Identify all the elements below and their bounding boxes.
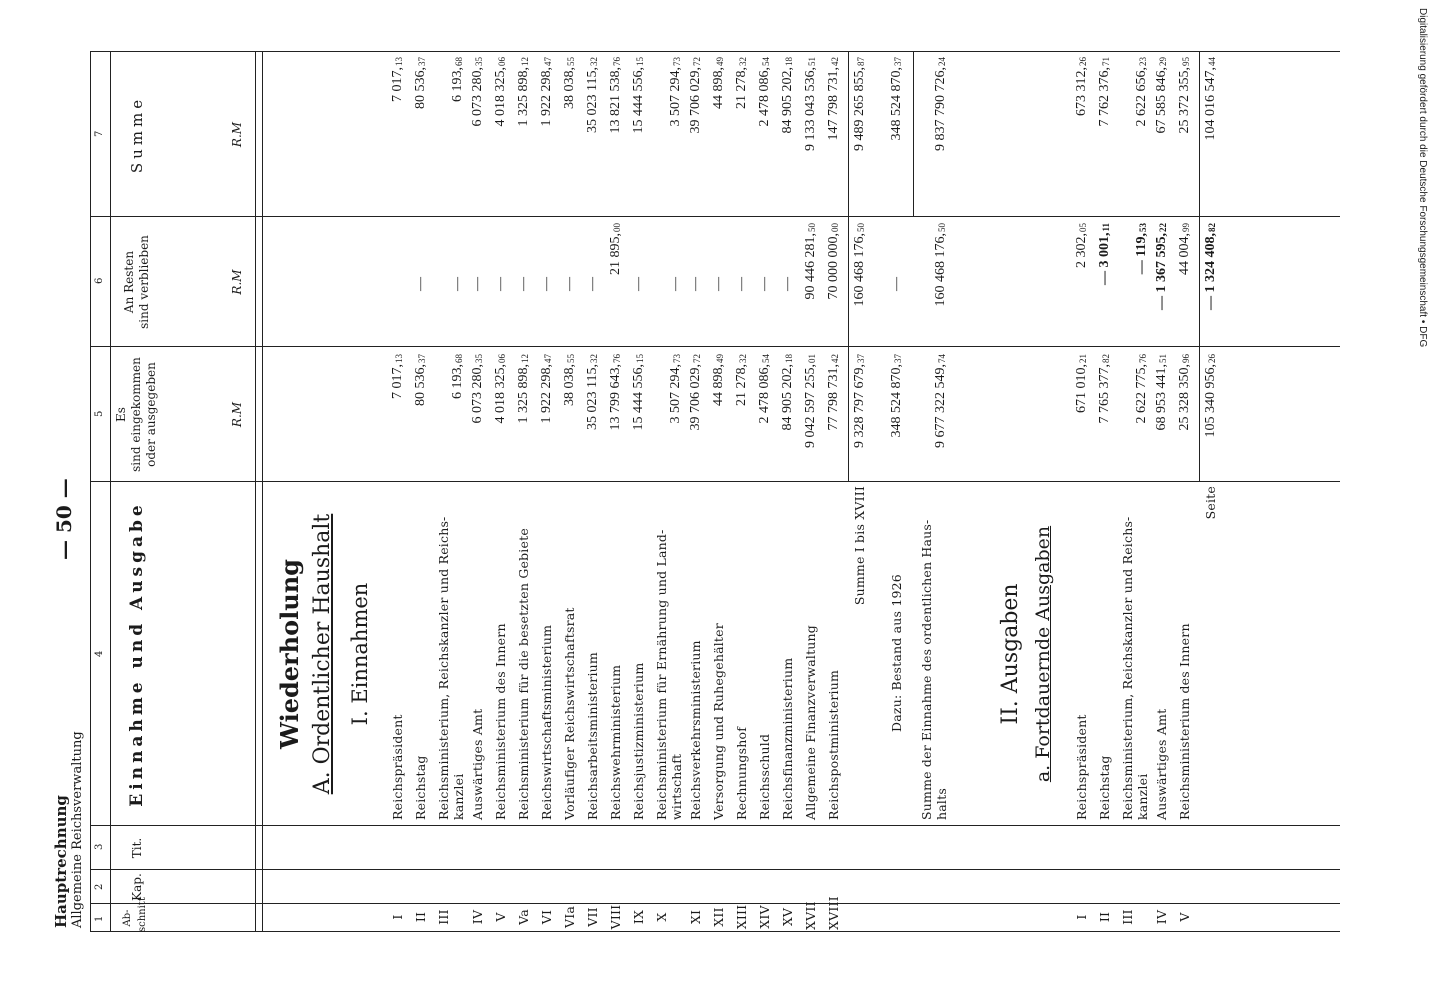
value-reste: — [539, 277, 554, 291]
value-summe-pfennig: 37 [893, 57, 903, 66]
col-head-reste: An Resten sind verblieben [122, 235, 151, 329]
col-num-4: 4 [94, 650, 105, 657]
value-eingekommen-pfennig: 51 [1158, 354, 1168, 363]
row-label: Reichsministerium für die besetzten Gebiete [516, 528, 531, 820]
value-summe: 39 706 029,72 [688, 57, 703, 134]
value-summe: 38 038,55 [562, 57, 577, 109]
value-eingekommen-pfennig: 82 [1101, 354, 1111, 363]
value-eingekommen-pfennig: 54 [761, 354, 771, 363]
value-reste-pfennig: 82 [1207, 223, 1217, 232]
row-label: Reichstag [413, 755, 428, 820]
row-label: Dazu: Bestand aus 1926 [889, 574, 904, 732]
ausgaben-row [1152, 52, 1175, 932]
value-reste-pfennig: 11 [1101, 223, 1111, 232]
einnahmen-row [583, 52, 606, 932]
row-label: Reichspostministerium [826, 669, 841, 820]
abschnitt-number: XVII [803, 901, 818, 930]
summe-einnahme-ordentlicher-haushalt-row [917, 52, 951, 932]
dazu-bestand-row [887, 52, 910, 932]
value-eingekommen-pfennig: 76 [1138, 354, 1148, 363]
unit-label-c5: R.M [230, 401, 244, 428]
value-summe-pfennig: 55 [566, 57, 576, 66]
value-reste: — [631, 277, 646, 291]
value-summe: 1 325 898,12 [516, 57, 531, 127]
value-eingekommen: 35 023 115,32 [585, 354, 600, 430]
einnahmen-row [732, 52, 755, 932]
row-label: Reichsministerium für Ernährung und Land- wirtschaft [654, 529, 684, 820]
value-reste: 160 468 176,50 [852, 223, 867, 307]
value-summe: 9 133 043 536,51 [803, 57, 818, 151]
col-head-tit: Tit. [130, 837, 144, 859]
value-eingekommen-pfennig: 35 [474, 354, 484, 363]
einnahmen-row [801, 52, 824, 932]
value-summe: 25 372 355,95 [1177, 57, 1192, 134]
value-summe-pfennig: 32 [738, 57, 748, 66]
value-reste: — [516, 277, 531, 291]
value-eingekommen-pfennig: 01 [807, 354, 817, 363]
value-eingekommen: 105 340 956,26 [1203, 354, 1218, 438]
value-summe: 84 905 202,18 [780, 57, 795, 134]
value-eingekommen: 7 017,13 [390, 354, 405, 399]
abschnitt-number: III [436, 909, 451, 925]
value-summe: 67 585 846,29 [1154, 57, 1169, 134]
value-eingekommen: 9 677 322 549,74 [933, 354, 948, 448]
einnahmen-row [824, 52, 847, 932]
value-summe-pfennig: 12 [520, 57, 530, 66]
einnahmen-row [778, 52, 801, 932]
value-reste: 2 302,05 [1074, 223, 1089, 268]
row-label: Rechnungshof [734, 726, 749, 820]
value-eingekommen: 9 042 597 255,01 [803, 354, 818, 448]
value-reste: 90 446 281,50 [803, 223, 818, 300]
value-eingekommen: 348 524 870,37 [889, 354, 904, 438]
value-eingekommen: 4 018 325,06 [493, 354, 508, 424]
abschnitt-number: VI [539, 909, 554, 925]
row-label: Auswärtiges Amt [1154, 708, 1169, 820]
value-summe: 44 898,49 [711, 57, 726, 109]
seite-total-row [1201, 52, 1224, 932]
abschnitt-number: Va [516, 909, 531, 925]
value-eingekommen: 68 953 441,51 [1154, 354, 1169, 431]
sum-separator [848, 52, 849, 482]
abschnitt-number: VIII [608, 904, 623, 930]
value-summe: 4 018 325,06 [493, 57, 508, 127]
value-summe: 13 821 538,76 [608, 57, 623, 134]
abschnitt-number: II [1097, 911, 1112, 923]
value-eingekommen-pfennig: 26 [1207, 354, 1217, 363]
col-num-2: 2 [94, 883, 105, 890]
einnahmen-row [755, 52, 778, 932]
row-label: Reichstag [1097, 755, 1112, 820]
document-subtitle: Allgemeine Reichsverwaltung [70, 731, 85, 928]
value-reste: — [757, 277, 772, 291]
abschnitt-number: IX [631, 909, 646, 925]
value-summe-pfennig: 18 [784, 57, 794, 66]
col-head-summe: Summe [128, 95, 146, 174]
row-label: Auswärtiges Amt [470, 708, 485, 820]
value-reste: — [470, 277, 485, 291]
unit-label-c6: R.M [230, 269, 244, 295]
value-eingekommen-pfennig: 37 [417, 354, 427, 363]
value-eingekommen-pfennig: 55 [566, 354, 576, 363]
heading-fortdauernde-ausgaben: a. Fortdauernde Ausgaben [1032, 525, 1054, 783]
value-summe-pfennig: 35 [474, 57, 484, 66]
value-reste: — 3 001,11 [1097, 223, 1112, 286]
value-reste: — [688, 277, 703, 291]
value-summe: 35 023 115,32 [585, 57, 600, 133]
value-eingekommen: 7 765 377,82 [1097, 354, 1112, 424]
value-reste: — [562, 277, 577, 291]
value-reste-pfennig: 53 [1138, 223, 1148, 232]
value-eingekommen-pfennig: 12 [520, 354, 530, 363]
value-summe: 1 922 298,47 [539, 57, 554, 127]
heading-einnahmen: I. Einnahmen [348, 582, 372, 726]
value-eingekommen-pfennig: 32 [589, 354, 599, 363]
value-eingekommen: 671 010,21 [1074, 354, 1089, 413]
value-eingekommen: 6 073 280,35 [470, 354, 485, 424]
value-summe-pfennig: 71 [1101, 57, 1111, 66]
value-eingekommen: 25 328 350,96 [1177, 354, 1192, 431]
einnahmen-row [388, 52, 411, 932]
value-summe: 7 017,13 [390, 57, 405, 102]
value-summe: 2 478 086,54 [757, 57, 772, 127]
value-eingekommen: 2 478 086,54 [757, 354, 772, 424]
value-reste-pfennig: 50 [937, 223, 947, 232]
value-reste: — [711, 277, 726, 291]
einnahmen-row [468, 52, 491, 932]
value-reste: 160 468 176,50 [933, 223, 948, 307]
value-summe: 9 837 790 726,24 [933, 57, 948, 151]
row-label: Reichsverkehrsministerium [688, 640, 703, 820]
value-eingekommen-pfennig: 37 [893, 354, 903, 363]
value-eingekommen: 3 507 294,73 [668, 354, 683, 424]
value-eingekommen-pfennig: 96 [1181, 354, 1191, 363]
value-summe: 7 762 376,71 [1097, 57, 1112, 127]
value-summe-pfennig: 87 [856, 57, 866, 66]
value-summe: 6 073 280,35 [470, 57, 485, 127]
value-eingekommen-pfennig: 49 [715, 354, 725, 363]
value-reste: — [493, 277, 508, 291]
value-reste-pfennig: 00 [830, 223, 840, 232]
ausgaben-row [1118, 52, 1152, 932]
value-summe: 673 312,26 [1074, 57, 1089, 116]
abschnitt-number: XIII [734, 904, 749, 930]
abschnitt-number: V [493, 912, 508, 922]
value-eingekommen: 13 799 643,76 [608, 354, 623, 431]
value-summe-pfennig: 54 [761, 57, 771, 66]
value-summe: 15 444 556,15 [631, 57, 646, 134]
value-reste: — 1 324 408,82 [1203, 223, 1218, 310]
abschnitt-number: XIV [757, 905, 772, 929]
value-summe-pfennig: 68 [454, 57, 464, 66]
seite-separator [1199, 52, 1200, 482]
value-summe-pfennig: 32 [589, 57, 599, 66]
abschnitt-number: XII [711, 907, 726, 927]
col-head-eingekommen: Es sind eingekommen oder ausgegeben [114, 357, 158, 472]
row-label: Reichswirtschaftsministerium [539, 624, 554, 820]
einnahmen-row [629, 52, 652, 932]
einnahmen-row [606, 52, 629, 932]
value-summe-pfennig: 13 [394, 57, 404, 66]
value-eingekommen-pfennig: 18 [784, 354, 794, 363]
row-label: Summe I bis XVIII [852, 486, 867, 606]
einnahmen-row [686, 52, 709, 932]
ausgaben-row [1175, 52, 1198, 932]
value-eingekommen-pfennig: 06 [497, 354, 507, 363]
abschnitt-number: IV [1154, 909, 1169, 925]
einnahmen-row [709, 52, 732, 932]
row-label: Reichsjustizministerium [631, 662, 646, 820]
einnahmen-row [652, 52, 686, 932]
value-summe-pfennig: 73 [672, 57, 682, 66]
row-label: Summe der Einnahme des ordentlichen Haus- halts [919, 519, 949, 820]
value-eingekommen: 9 328 797 679,37 [852, 354, 867, 448]
value-eingekommen-pfennig: 47 [543, 354, 553, 363]
row-label: Reichspräsident [1074, 714, 1089, 820]
einnahmen-row [514, 52, 537, 932]
abschnitt-number: I [1074, 914, 1089, 920]
value-summe: 9 489 265 855,87 [852, 57, 867, 151]
row-label: Reichsministerium des Innern [1177, 623, 1192, 820]
value-reste-pfennig: 50 [856, 223, 866, 232]
value-summe: 348 524 870,37 [889, 57, 904, 141]
value-eingekommen: 84 905 202,18 [780, 354, 795, 431]
col-num-3: 3 [94, 843, 105, 850]
value-summe-pfennig: 76 [612, 57, 622, 66]
value-reste-pfennig: 50 [807, 223, 817, 232]
value-reste: 70 000 000,00 [826, 223, 841, 300]
row-label: Reichsfinanzministerium [780, 657, 795, 820]
abschnitt-number: I [390, 914, 405, 920]
einnahmen-row [537, 52, 560, 932]
row-label: Vorläufiger Reichswirtschaftsrat [562, 607, 577, 820]
row-label: Reichsministerium, Reichskanzler und Reichs- kanzlei [436, 516, 466, 820]
einnahmen-row [411, 52, 434, 932]
abschnitt-number: XVIII [826, 896, 841, 930]
value-eingekommen-pfennig: 73 [672, 354, 682, 363]
value-summe: 80 536,37 [413, 57, 428, 109]
unit-label-c7: R.M [230, 121, 244, 148]
abschnitt-number: VII [585, 907, 600, 927]
row-label: Versorgung und Ruhegehälter [711, 623, 726, 820]
value-eingekommen: 15 444 556,15 [631, 354, 646, 431]
abschnitt-number: II [413, 911, 428, 923]
row-label: Reichsministerium des Innern [493, 623, 508, 820]
side-note-dfg [1412, 8, 1432, 988]
value-reste-pfennig: 00 [612, 223, 622, 232]
value-reste-pfennig: 22 [1158, 223, 1168, 232]
value-summe-pfennig: 42 [830, 57, 840, 66]
value-reste-pfennig: 05 [1078, 223, 1088, 232]
value-summe-pfennig: 23 [1138, 57, 1148, 66]
value-eingekommen-pfennig: 21 [1078, 354, 1088, 363]
abschnitt-number: III [1120, 909, 1135, 925]
value-eingekommen-pfennig: 15 [635, 354, 645, 363]
value-eingekommen-pfennig: 32 [738, 354, 748, 363]
value-summe-pfennig: 44 [1207, 57, 1217, 66]
value-reste-pfennig: 99 [1181, 223, 1191, 232]
abschnitt-number: V [1177, 912, 1192, 922]
heading-wiederholung: Wiederholung [275, 559, 304, 749]
col-head-kap: Kap. [130, 873, 144, 901]
value-summe-pfennig: 15 [635, 57, 645, 66]
value-summe: 21 278,32 [734, 57, 749, 109]
col-num-1: 1 [94, 915, 105, 922]
abschnitt-number: VIa [562, 905, 577, 929]
value-reste: 21 895,00 [608, 223, 623, 275]
value-reste: — [668, 277, 683, 291]
value-summe-pfennig: 29 [1158, 57, 1168, 66]
value-eingekommen: 38 038,55 [562, 354, 577, 406]
summe-i-bis-xviii-row [850, 52, 873, 932]
value-eingekommen: 39 706 029,72 [688, 354, 703, 431]
value-summe-pfennig: 51 [807, 57, 817, 66]
value-eingekommen-pfennig: 74 [937, 354, 947, 363]
value-eingekommen-pfennig: 68 [454, 354, 464, 363]
col-head-abschnitt: Ab- schnitt [122, 897, 148, 932]
col-head-einnahme-ausgabe: Einnahme und Ausgabe [127, 501, 147, 807]
value-eingekommen-pfennig: 13 [394, 354, 404, 363]
value-summe-pfennig: 24 [937, 57, 947, 66]
table-grid [90, 52, 1340, 932]
value-eingekommen: 1 325 898,12 [516, 354, 531, 424]
value-summe: 2 622 656,23 [1134, 57, 1149, 127]
heading-ausgaben: II. Ausgaben [998, 583, 1023, 725]
row-label: Reichsarbeitsministerium [585, 652, 600, 820]
ausgaben-row [1072, 52, 1095, 932]
document-title: Hauptrechnung [52, 795, 70, 928]
value-eingekommen: 21 278,32 [734, 354, 749, 406]
ausgaben-row [1095, 52, 1118, 932]
side-note-text: Digitalisierung gefördert durch die Deutsche Forschungsgemeinschaft • DFG [1417, 8, 1428, 348]
value-reste: — [780, 277, 795, 291]
abschnitt-number: X [654, 912, 669, 922]
value-summe-pfennig: 06 [497, 57, 507, 66]
value-eingekommen-pfennig: 72 [692, 354, 702, 363]
value-eingekommen: 1 922 298,47 [539, 354, 554, 424]
value-reste: — 119,53 [1134, 223, 1149, 275]
row-label: Allgemeine Finanzverwaltung [803, 624, 818, 820]
value-reste: 44 004,99 [1177, 223, 1192, 275]
row-label: Reichsministerium, Reichskanzler und Reichs- kanzlei [1120, 516, 1150, 820]
value-summe-pfennig: 72 [692, 57, 702, 66]
row-label: Seite [1203, 486, 1218, 520]
einnahmen-row [560, 52, 583, 932]
value-summe-pfennig: 49 [715, 57, 725, 66]
row-label: Reichswehrministerium [608, 664, 623, 820]
abschnitt-number: IV [470, 909, 485, 925]
value-eingekommen: 80 536,37 [413, 354, 428, 406]
value-summe-pfennig: 95 [1181, 57, 1191, 66]
value-reste: — 1 367 595,22 [1154, 223, 1169, 310]
value-summe: 147 798 731,42 [826, 57, 841, 141]
value-reste: — [585, 277, 600, 291]
value-reste: — [413, 277, 428, 291]
value-eingekommen-pfennig: 76 [612, 354, 622, 363]
value-summe-pfennig: 47 [543, 57, 553, 66]
value-eingekommen: 77 798 731,42 [826, 354, 841, 431]
einnahmen-row [491, 52, 514, 932]
value-eingekommen: 2 622 775,76 [1134, 354, 1149, 424]
value-summe: 3 507 294,73 [668, 57, 683, 127]
page-number: — 50 — [52, 478, 76, 560]
col-num-6: 6 [94, 277, 105, 284]
abschnitt-number: XI [688, 909, 703, 925]
einnahmen-row [434, 52, 468, 932]
row-label: Reichspräsident [390, 714, 405, 820]
total-separator [913, 52, 914, 217]
value-summe-pfennig: 26 [1078, 57, 1088, 66]
row-label: Reichsschuld [757, 733, 772, 820]
value-summe: 104 016 547,44 [1203, 57, 1218, 141]
value-reste: — [889, 277, 904, 291]
col-num-7: 7 [94, 130, 105, 137]
value-eingekommen-pfennig: 42 [830, 354, 840, 363]
value-reste: — [450, 277, 465, 291]
value-eingekommen: 6 193,68 [450, 354, 465, 399]
abschnitt-number: XV [780, 907, 795, 927]
value-summe-pfennig: 37 [417, 57, 427, 66]
value-eingekommen: 44 898,49 [711, 354, 726, 406]
value-eingekommen-pfennig: 37 [856, 354, 866, 363]
heading-ordentlicher-haushalt: A. Ordentlicher Haushalt [310, 513, 335, 795]
value-reste: — [734, 277, 749, 291]
value-summe: 6 193,68 [450, 57, 465, 102]
col-num-5: 5 [94, 410, 105, 417]
